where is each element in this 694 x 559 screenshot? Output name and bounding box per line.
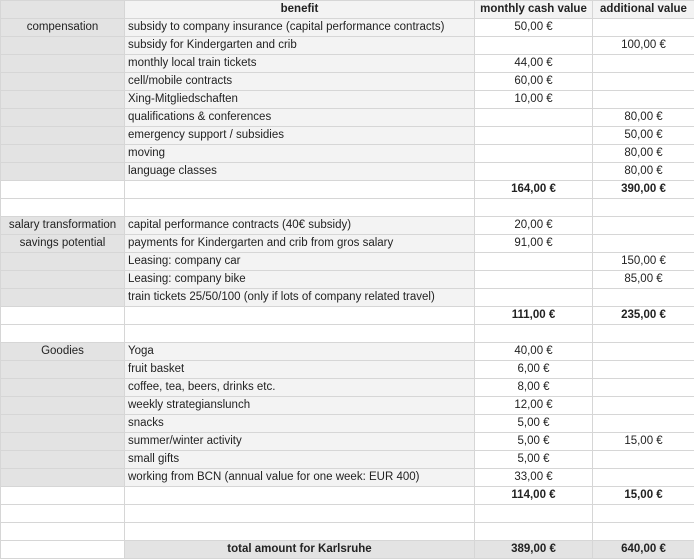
table-row: [1, 127, 694, 145]
table-row: [1, 415, 694, 433]
monthly-cash-cell[interactable]: 33,00 €: [475, 469, 593, 487]
spacer-row: [1, 199, 694, 217]
table-row: [1, 19, 694, 37]
category-cell[interactable]: [1, 289, 125, 307]
benefit-cell[interactable]: Xing-Mitgliedschaften: [125, 91, 475, 109]
table-row: [1, 55, 694, 73]
empty-cell[interactable]: [125, 307, 475, 325]
spacer-row: [1, 505, 694, 523]
empty-cell[interactable]: [1, 181, 125, 199]
monthly-cash-cell[interactable]: 5,00 €: [475, 451, 593, 469]
additional-value-cell[interactable]: [593, 343, 694, 361]
empty-cell[interactable]: [593, 505, 694, 523]
empty-cell[interactable]: [125, 181, 475, 199]
table-row: [1, 271, 694, 289]
spacer-row: [1, 325, 694, 343]
subtotal-additional[interactable]: 15,00 €: [593, 487, 694, 505]
empty-cell[interactable]: [1, 505, 125, 523]
header-additional-value[interactable]: additional value: [593, 1, 694, 19]
additional-value-cell[interactable]: [593, 73, 694, 91]
header-benefit[interactable]: benefit: [125, 1, 475, 19]
category-label[interactable]: Goodies: [1, 343, 125, 361]
monthly-cash-cell[interactable]: 60,00 €: [475, 73, 593, 91]
monthly-cash-cell[interactable]: 40,00 €: [475, 343, 593, 361]
subtotal-row: [1, 181, 694, 199]
additional-value-cell[interactable]: 150,00 €: [593, 253, 694, 271]
empty-cell[interactable]: [475, 505, 593, 523]
additional-value-cell[interactable]: 15,00 €: [593, 433, 694, 451]
spacer-row: [1, 523, 694, 541]
subtotal-additional[interactable]: 235,00 €: [593, 307, 694, 325]
category-cell[interactable]: [1, 37, 125, 55]
monthly-cash-cell[interactable]: [475, 271, 593, 289]
empty-cell[interactable]: [593, 325, 694, 343]
empty-cell[interactable]: [125, 523, 475, 541]
empty-cell[interactable]: [1, 487, 125, 505]
additional-value-cell[interactable]: [593, 469, 694, 487]
benefit-cell[interactable]: Leasing: company car: [125, 253, 475, 271]
additional-value-cell[interactable]: [593, 235, 694, 253]
additional-value-cell[interactable]: [593, 451, 694, 469]
header-monthly-cash-value[interactable]: monthly cash value: [475, 1, 593, 19]
benefit-cell[interactable]: qualifications & conferences: [125, 109, 475, 127]
benefit-cell[interactable]: emergency support / subsidies: [125, 127, 475, 145]
monthly-cash-cell[interactable]: [475, 289, 593, 307]
monthly-cash-cell[interactable]: 91,00 €: [475, 235, 593, 253]
additional-value-cell[interactable]: 80,00 €: [593, 145, 694, 163]
category-cell[interactable]: [1, 361, 125, 379]
empty-cell[interactable]: [125, 487, 475, 505]
table-row: [1, 451, 694, 469]
category-cell[interactable]: [1, 91, 125, 109]
table-row: [1, 379, 694, 397]
monthly-cash-cell[interactable]: 5,00 €: [475, 415, 593, 433]
monthly-cash-cell[interactable]: [475, 127, 593, 145]
additional-value-cell[interactable]: [593, 361, 694, 379]
table-row: [1, 469, 694, 487]
benefit-cell[interactable]: small gifts: [125, 451, 475, 469]
table-row: [1, 91, 694, 109]
monthly-cash-cell[interactable]: [475, 253, 593, 271]
total-label[interactable]: total amount for Karlsruhe: [125, 541, 475, 559]
additional-value-cell[interactable]: 100,00 €: [593, 37, 694, 55]
empty-cell[interactable]: [475, 199, 593, 217]
subtotal-row: [1, 487, 694, 505]
additional-value-cell[interactable]: 85,00 €: [593, 271, 694, 289]
table-row: [1, 109, 694, 127]
additional-value-cell[interactable]: [593, 19, 694, 37]
table-row: [1, 361, 694, 379]
empty-cell[interactable]: [125, 505, 475, 523]
additional-value-cell[interactable]: [593, 91, 694, 109]
monthly-cash-cell[interactable]: [475, 163, 593, 181]
additional-value-cell[interactable]: 80,00 €: [593, 109, 694, 127]
additional-value-cell[interactable]: 80,00 €: [593, 163, 694, 181]
category-cell[interactable]: [1, 451, 125, 469]
additional-value-cell[interactable]: [593, 289, 694, 307]
monthly-cash-cell[interactable]: 50,00 €: [475, 19, 593, 37]
monthly-cash-cell[interactable]: 44,00 €: [475, 55, 593, 73]
subtotal-monthly[interactable]: 111,00 €: [475, 307, 593, 325]
benefit-cell[interactable]: snacks: [125, 415, 475, 433]
additional-value-cell[interactable]: [593, 55, 694, 73]
category-cell[interactable]: [1, 271, 125, 289]
category-cell[interactable]: [1, 55, 125, 73]
total-row: [1, 541, 694, 559]
header-row: [1, 1, 694, 19]
empty-cell[interactable]: [1, 199, 125, 217]
monthly-cash-cell[interactable]: 20,00 €: [475, 217, 593, 235]
category-label[interactable]: compensation: [1, 19, 125, 37]
table-row: [1, 145, 694, 163]
category-label[interactable]: salary transformation: [1, 217, 125, 235]
empty-cell[interactable]: [1, 541, 125, 559]
category-cell[interactable]: [1, 127, 125, 145]
benefit-cell[interactable]: subsidy to company insurance (capital performance contracts): [125, 19, 475, 37]
empty-cell[interactable]: [1, 325, 125, 343]
category-cell[interactable]: [1, 253, 125, 271]
benefit-cell[interactable]: Leasing: company bike: [125, 271, 475, 289]
benefit-cell[interactable]: train tickets 25/50/100 (only if lots of company related travel): [125, 289, 475, 307]
additional-value-cell[interactable]: [593, 379, 694, 397]
subtotal-monthly[interactable]: 114,00 €: [475, 487, 593, 505]
empty-cell[interactable]: [593, 199, 694, 217]
benefit-cell[interactable]: cell/mobile contracts: [125, 73, 475, 91]
subtotal-monthly[interactable]: 164,00 €: [475, 181, 593, 199]
monthly-cash-cell[interactable]: [475, 145, 593, 163]
table-row: [1, 343, 694, 361]
category-cell[interactable]: [1, 379, 125, 397]
table-row: [1, 397, 694, 415]
benefit-cell[interactable]: Yoga: [125, 343, 475, 361]
additional-value-cell[interactable]: [593, 217, 694, 235]
monthly-cash-cell[interactable]: 10,00 €: [475, 91, 593, 109]
empty-cell[interactable]: [125, 199, 475, 217]
table-row: [1, 433, 694, 451]
benefit-cell[interactable]: coffee, tea, beers, drinks etc.: [125, 379, 475, 397]
benefit-cell[interactable]: fruit basket: [125, 361, 475, 379]
category-cell[interactable]: [1, 163, 125, 181]
benefit-cell[interactable]: payments for Kindergarten and crib from gros salary: [125, 235, 475, 253]
table-row: [1, 289, 694, 307]
benefit-cell[interactable]: summer/winter activity: [125, 433, 475, 451]
empty-cell[interactable]: [125, 325, 475, 343]
benefit-cell[interactable]: working from BCN (annual value for one week: EUR 400): [125, 469, 475, 487]
table-row: [1, 217, 694, 235]
subtotal-row: [1, 307, 694, 325]
category-cell[interactable]: [1, 415, 125, 433]
category-cell[interactable]: [1, 145, 125, 163]
table-row: [1, 163, 694, 181]
category-cell[interactable]: [1, 109, 125, 127]
monthly-cash-cell[interactable]: 8,00 €: [475, 379, 593, 397]
benefit-cell[interactable]: language classes: [125, 163, 475, 181]
total-monthly[interactable]: 389,00 €: [475, 541, 593, 559]
benefit-cell[interactable]: monthly local train tickets: [125, 55, 475, 73]
benefit-cell[interactable]: weekly strategianslunch: [125, 397, 475, 415]
additional-value-cell[interactable]: [593, 397, 694, 415]
category-cell[interactable]: [1, 397, 125, 415]
table-row: [1, 253, 694, 271]
empty-cell[interactable]: [475, 523, 593, 541]
monthly-cash-cell[interactable]: [475, 109, 593, 127]
header-category-cell[interactable]: [1, 1, 125, 19]
monthly-cash-cell[interactable]: 5,00 €: [475, 433, 593, 451]
monthly-cash-cell[interactable]: [475, 37, 593, 55]
empty-cell[interactable]: [475, 325, 593, 343]
category-cell[interactable]: [1, 73, 125, 91]
table-row: [1, 37, 694, 55]
table-row: [1, 73, 694, 91]
benefit-cell[interactable]: subsidy for Kindergarten and crib: [125, 37, 475, 55]
category-label[interactable]: savings potential: [1, 235, 125, 253]
total-additional[interactable]: 640,00 €: [593, 541, 694, 559]
additional-value-cell[interactable]: 50,00 €: [593, 127, 694, 145]
empty-cell[interactable]: [1, 307, 125, 325]
empty-cell[interactable]: [593, 523, 694, 541]
benefit-cell[interactable]: capital performance contracts (40€ subsidy): [125, 217, 475, 235]
monthly-cash-cell[interactable]: 12,00 €: [475, 397, 593, 415]
subtotal-additional[interactable]: 390,00 €: [593, 181, 694, 199]
monthly-cash-cell[interactable]: 6,00 €: [475, 361, 593, 379]
table-row: [1, 235, 694, 253]
benefit-cell[interactable]: moving: [125, 145, 475, 163]
additional-value-cell[interactable]: [593, 415, 694, 433]
empty-cell[interactable]: [1, 523, 125, 541]
category-cell[interactable]: [1, 433, 125, 451]
category-cell[interactable]: [1, 469, 125, 487]
